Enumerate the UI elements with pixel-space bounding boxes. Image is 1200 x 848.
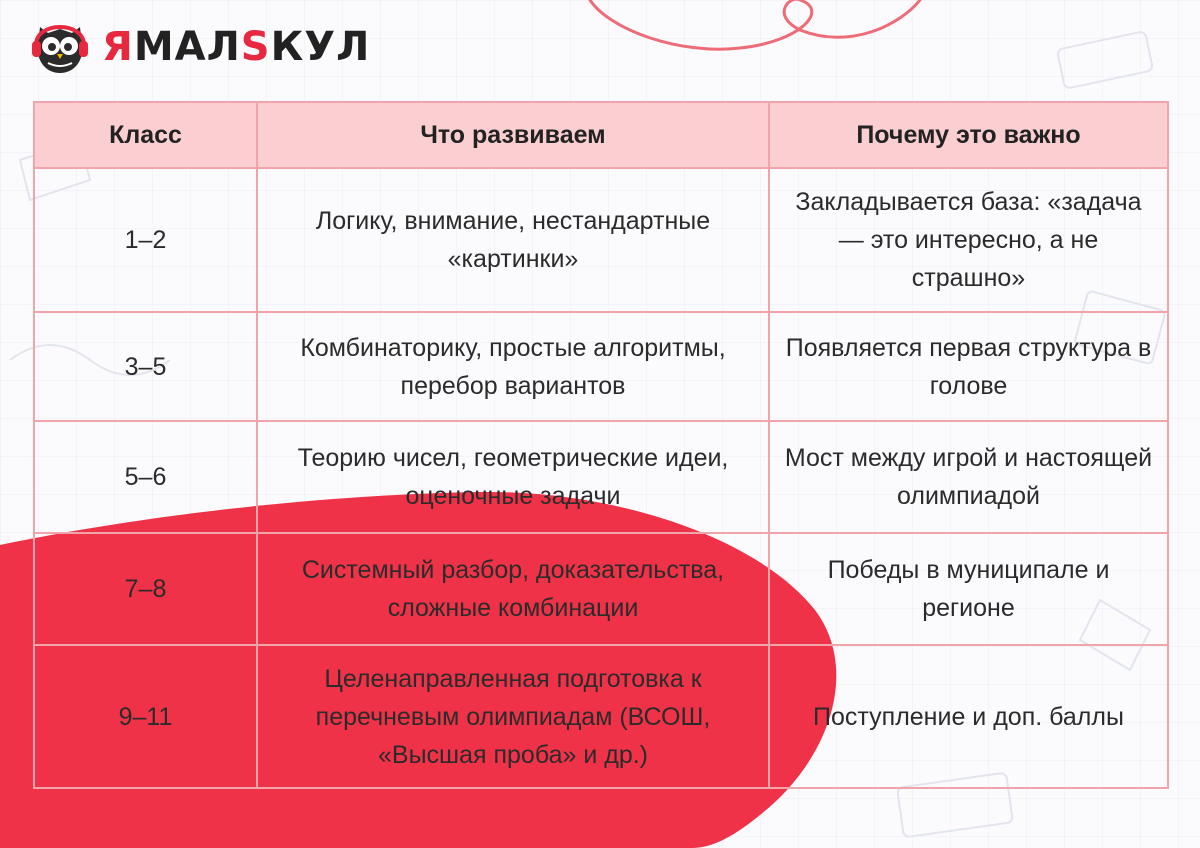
cell-grade: 9–11 [34, 645, 257, 788]
logo-wordmark [102, 24, 370, 70]
table-row [34, 645, 1168, 788]
table-row [34, 168, 1168, 312]
logo-letters-kul: КУЛ [270, 24, 371, 70]
cell-grade: 5–6 [34, 421, 257, 533]
logo-letter-ya: Я [102, 24, 134, 70]
owl-icon [28, 15, 92, 79]
cell-why: Поступление и доп. баллы [769, 645, 1168, 788]
cell-what: Целенаправленная подготовка к перечневым олимпиадам (ВСОШ, «Высшая проба» и др.) [257, 645, 769, 788]
header-grade: Класс [34, 102, 257, 168]
cell-grade: 3–5 [34, 312, 257, 421]
table-row [34, 312, 1168, 421]
cell-what: Логику, внимание, нестандартные «картинки» [257, 168, 769, 312]
table-row [34, 533, 1168, 645]
cell-why: Закладывается база: «задача — это интересно, а не страшно» [769, 168, 1168, 312]
header-what: Что развиваем [257, 102, 769, 168]
table-row [34, 421, 1168, 533]
olympiad-table-container [33, 101, 1167, 789]
cell-grade: 1–2 [34, 168, 257, 312]
logo-letters-mal: МАЛ [133, 24, 241, 70]
cell-why: Появляется первая структура в голове [769, 312, 1168, 421]
cell-what: Системный разбор, доказательства, сложные комбинации [257, 533, 769, 645]
cell-what: Комбинаторику, простые алгоритмы, перебор вариантов [257, 312, 769, 421]
table-header-row [34, 102, 1168, 168]
brand-logo[interactable] [28, 14, 370, 80]
cell-grade: 7–8 [34, 533, 257, 645]
logo-letter-s: S [240, 24, 271, 70]
cell-what: Теорию чисел, геометрические идеи, оценочные задачи [257, 421, 769, 533]
olympiad-table [33, 101, 1169, 789]
header-why: Почему это важно [769, 102, 1168, 168]
cell-why: Мост между игрой и настоящей олимпиадой [769, 421, 1168, 533]
cell-why: Победы в муниципале и регионе [769, 533, 1168, 645]
